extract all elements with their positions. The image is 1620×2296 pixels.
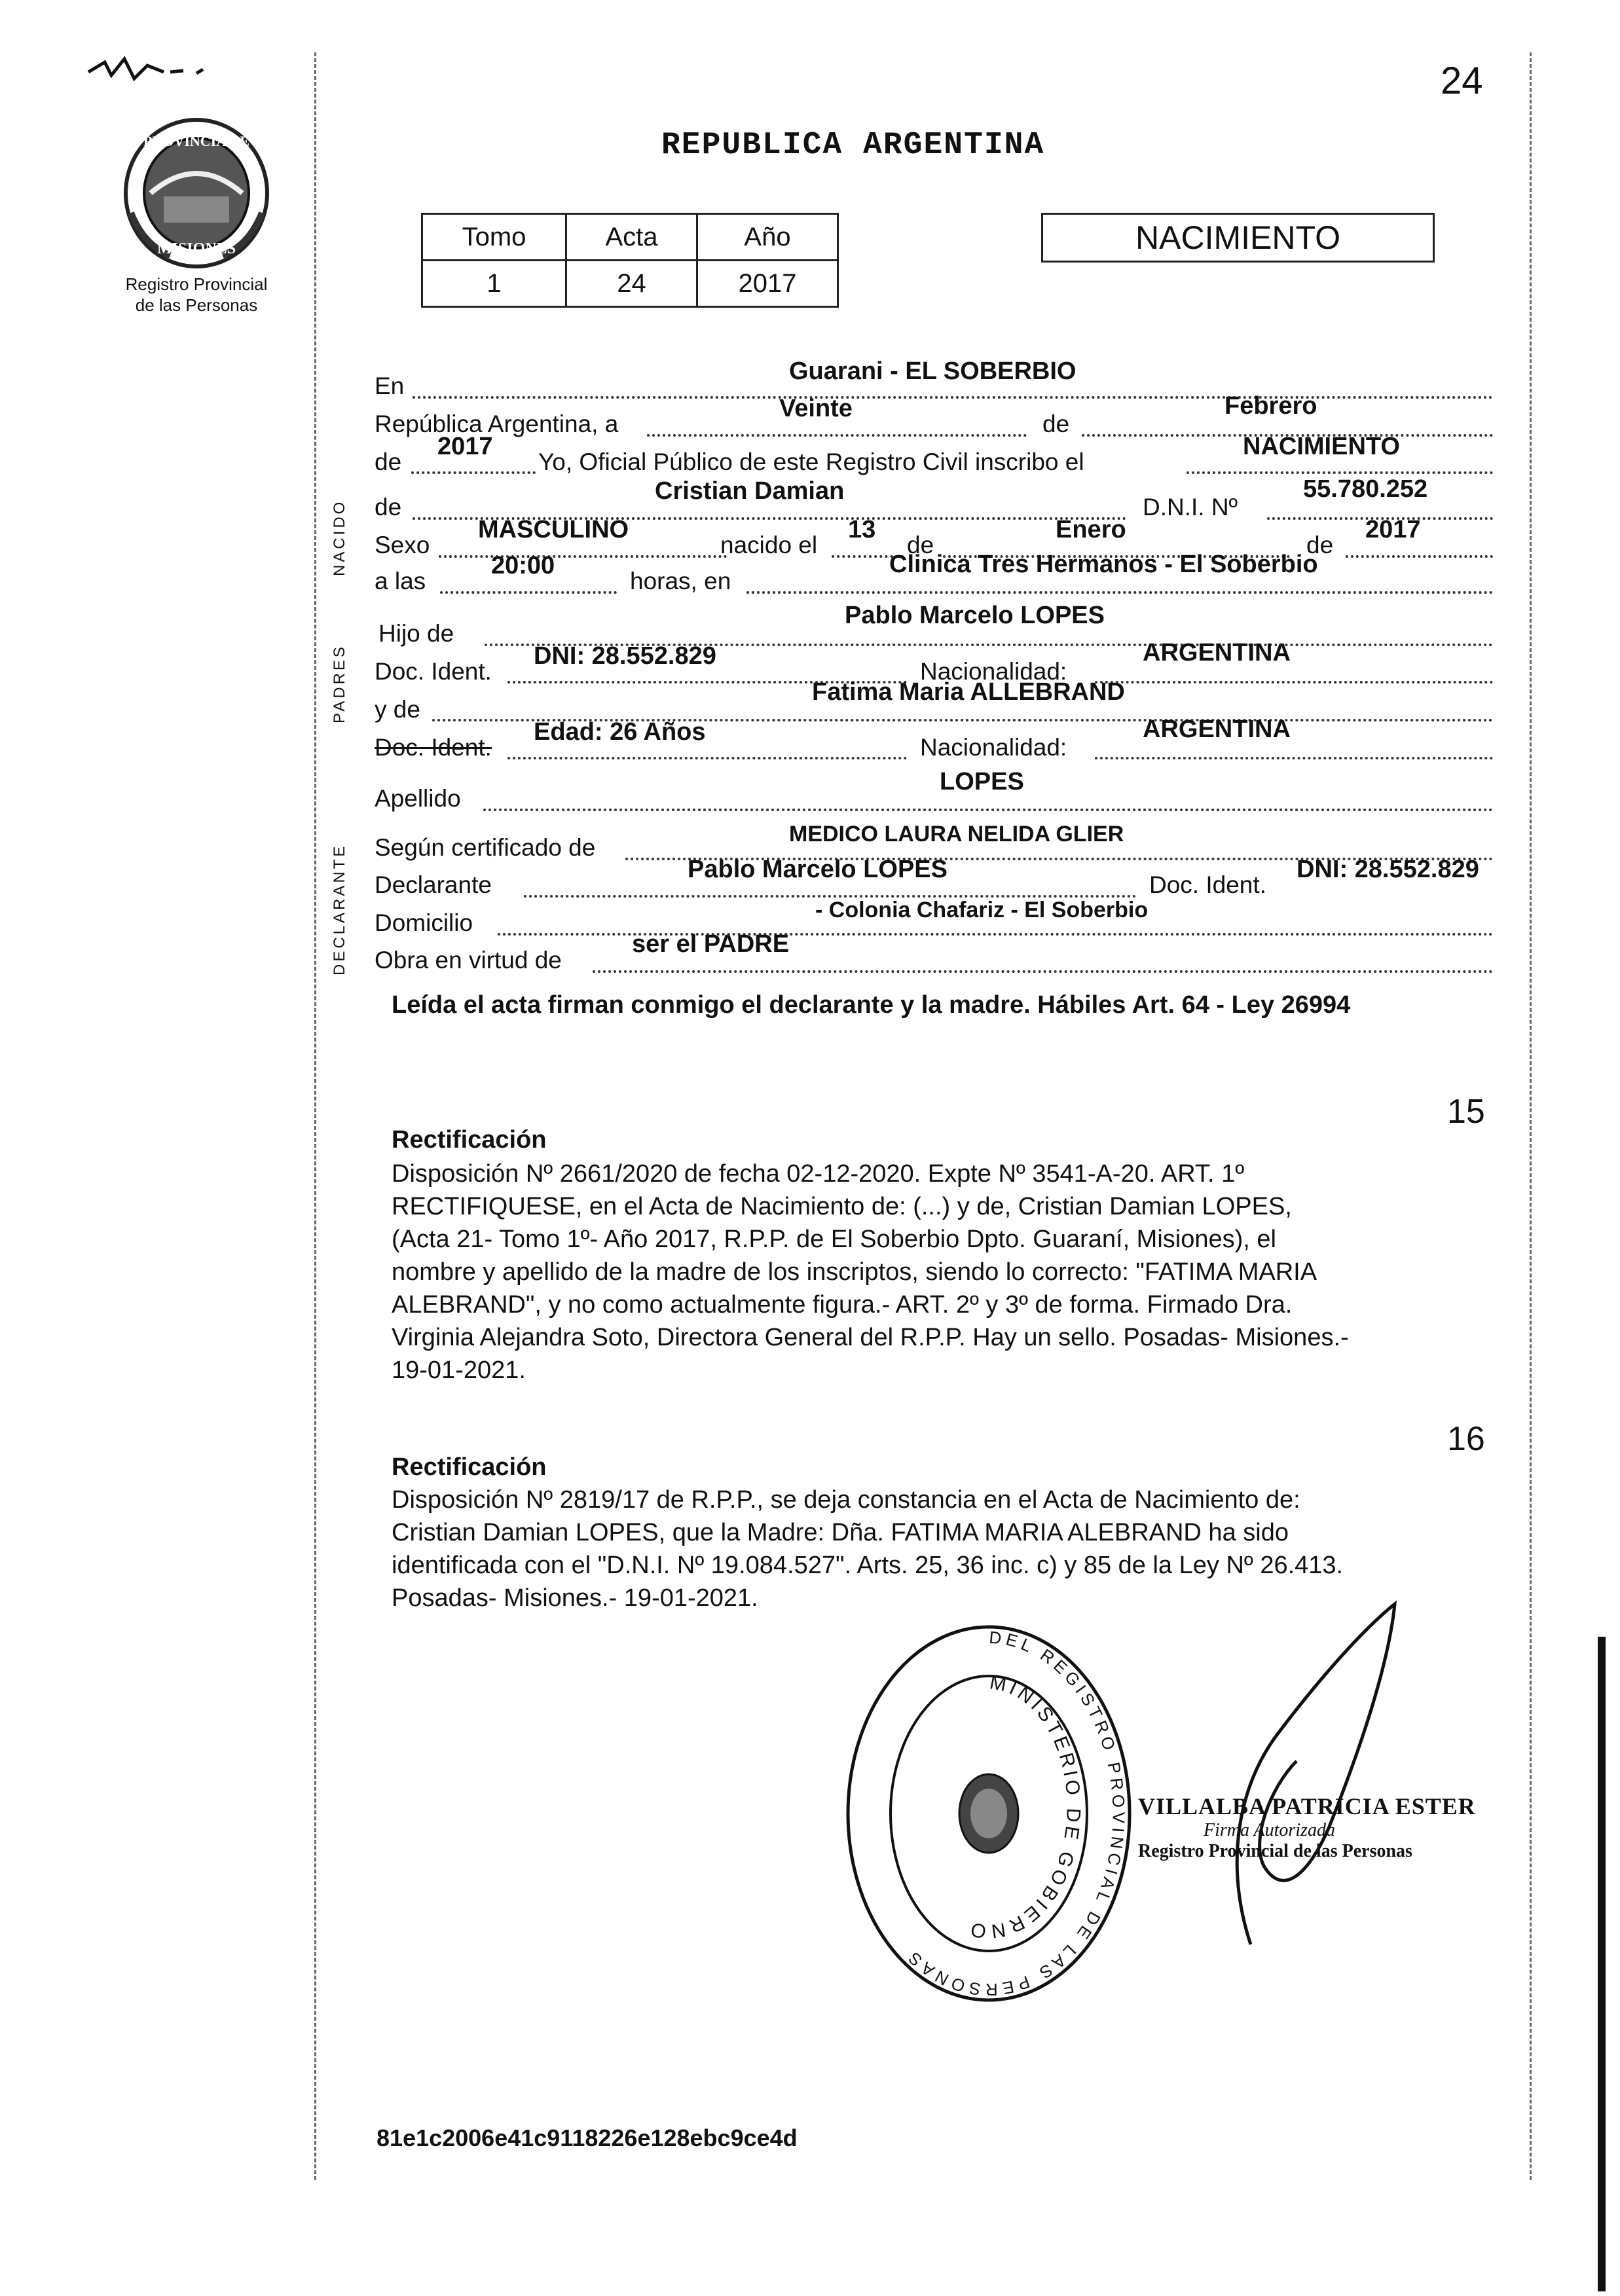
value-nac-mother: ARGENTINA bbox=[1143, 716, 1291, 743]
right-margin-line bbox=[1530, 52, 1532, 2180]
leader-act-type bbox=[1187, 471, 1493, 474]
section-label-nacido: NACIDO bbox=[331, 499, 348, 576]
label-domicilio: Domicilio bbox=[375, 909, 473, 936]
label-de1: de bbox=[1042, 410, 1070, 437]
header-tomo: Tomo bbox=[422, 214, 566, 261]
stamp-name: VILLALBA PATRICIA ESTER bbox=[1138, 1793, 1476, 1819]
record-table-values bbox=[422, 261, 838, 307]
value-birth-day: 13 bbox=[848, 516, 876, 543]
label-apellido: Apellido bbox=[375, 785, 461, 812]
label-doc-mother: Doc. Ident. bbox=[375, 734, 492, 761]
province-logo bbox=[118, 115, 275, 272]
page-title: REPUBLICA ARGENTINA bbox=[661, 128, 1045, 163]
value-month: Febrero bbox=[1224, 392, 1317, 420]
leader-nac-father bbox=[1095, 681, 1493, 683]
registry-name bbox=[85, 274, 308, 316]
page-number: 24 bbox=[1441, 60, 1483, 102]
registry-name-line1: Registro Provincial bbox=[125, 274, 268, 294]
value-ano: 2017 bbox=[697, 261, 838, 307]
value-obra: ser el PADRE bbox=[632, 930, 790, 958]
value-doc-mother: Edad: 26 Años bbox=[534, 718, 706, 746]
label-republica: República Argentina, a bbox=[375, 410, 619, 437]
leader-birth-year bbox=[1346, 555, 1493, 558]
annotation-16-heading: Rectificación bbox=[392, 1453, 547, 1481]
annotation-15-number: 15 bbox=[1447, 1093, 1485, 1131]
value-certificado: MEDICO LAURA NELIDA GLIER bbox=[789, 822, 1124, 847]
value-year: 2017 bbox=[437, 433, 493, 460]
logo-top-text: PROVINCIA DE bbox=[143, 133, 249, 149]
annotation-15-line: Virginia Alejandra Soto, Directora General del R.P.P. Hay un sello. Posadas- Misiones.- bbox=[392, 1324, 1349, 1351]
seal-outer-text: DEL REGISTRO PROVINCIAL DE LAS PERSONAS bbox=[901, 1627, 1129, 2000]
leader-doc-mother bbox=[507, 757, 907, 759]
value-time: 20:00 bbox=[491, 552, 555, 579]
annotation-15-line: ALEBRAND", y no como actualmente figura.- ART. 2º y 3º de forma. Firmado Dra. bbox=[392, 1291, 1293, 1319]
label-nac-father: Nacionalidad: bbox=[920, 658, 1067, 685]
label-de2: de bbox=[375, 448, 402, 475]
annotation-16-line: Cristian Damian LOPES, que la Madre: Dña. FATIMA MARIA ALEBRAND ha sido bbox=[392, 1519, 1289, 1546]
value-mother: Fatima Maria ALLEBRAND bbox=[812, 678, 1125, 706]
act-type-box: NACIMIENTO bbox=[1041, 213, 1435, 263]
stamp-office: Registro Provincial de las Personas bbox=[1138, 1841, 1412, 1861]
label-doc-father: Doc. Ident. bbox=[375, 658, 492, 685]
document-hash: 81e1c2006e41c9118226e128ebc9ce4d bbox=[377, 2124, 798, 2151]
label-sexo: Sexo bbox=[375, 532, 430, 558]
label-inscribe: Yo, Oficial Público de este Registro Civil inscribo el bbox=[538, 448, 1084, 475]
signature-stamp bbox=[1138, 1793, 1476, 1862]
annotation-15-line: nombre y apellido de la madre de los inscriptos, siendo lo correcto: "FATIMA MARIA bbox=[392, 1258, 1317, 1286]
label-nac-mother: Nacionalidad: bbox=[920, 734, 1067, 761]
value-act-type: NACIMIENTO bbox=[1243, 433, 1400, 460]
header-acta: Acta bbox=[566, 214, 697, 261]
annotation-16-line: Disposición Nº 2819/17 de R.P.P., se deja constancia en el Acta de Nacimiento de: bbox=[392, 1486, 1300, 1514]
header-ano: Año bbox=[697, 214, 838, 261]
label-de5: de bbox=[1306, 532, 1334, 558]
label-doc-declarante: Doc. Ident. bbox=[1149, 871, 1266, 898]
label-en: En bbox=[375, 373, 405, 399]
label-dni: D.N.I. Nº bbox=[1143, 494, 1238, 520]
label-de4: de bbox=[907, 532, 934, 558]
annotation-16-number: 16 bbox=[1447, 1420, 1485, 1458]
value-en: Guarani - EL SOBERBIO bbox=[789, 357, 1077, 385]
value-domicilio: - Colonia Chafariz - El Soberbio bbox=[815, 898, 1149, 922]
value-father: Pablo Marcelo LOPES bbox=[845, 602, 1105, 629]
section-label-declarante: DECLARANTE bbox=[331, 843, 348, 975]
value-doc-declarante: DNI: 28.552.829 bbox=[1297, 856, 1479, 883]
stamp-role: Firma Autorizada bbox=[1204, 1820, 1335, 1840]
value-declarante: Pablo Marcelo LOPES bbox=[688, 856, 948, 883]
label-alas: a las bbox=[375, 568, 426, 594]
value-birth-month: Enero bbox=[1056, 516, 1126, 543]
annotation-16-line: Posadas- Misiones.- 19-01-2021. bbox=[392, 1584, 758, 1612]
label-hijo: Hijo de bbox=[378, 620, 454, 647]
value-place: Clinica Tres Hermanos - El Soberbio bbox=[889, 551, 1318, 578]
leader-day bbox=[647, 434, 1027, 437]
value-dni: 55.780.252 bbox=[1303, 475, 1428, 503]
logo-bottom-text: MISIONES bbox=[156, 240, 236, 257]
leader-year bbox=[411, 471, 536, 474]
signature-scribble bbox=[1198, 1591, 1414, 1958]
label-de3: de bbox=[375, 494, 402, 520]
value-nac-father: ARGENTINA bbox=[1143, 639, 1291, 666]
leader-en bbox=[413, 396, 1493, 399]
annotation-15-line: (Acta 21- Tomo 1º- Año 2017, R.P.P. de El Soberbio Dpto. Guaraní, Misiones), el bbox=[392, 1226, 1276, 1253]
leader-surname bbox=[483, 809, 1493, 811]
label-yde: y de bbox=[375, 696, 420, 723]
registry-seal bbox=[838, 1617, 1139, 2010]
label-declarante: Declarante bbox=[375, 871, 492, 898]
record-table-header bbox=[422, 214, 838, 261]
label-certificado: Según certificado de bbox=[375, 834, 596, 861]
label-nacido: nacido el bbox=[720, 532, 818, 558]
annotation-15-line: Disposición Nº 2661/2020 de fecha 02-12-2020. Expte Nº 3541-A-20. ART. 1º bbox=[392, 1160, 1245, 1188]
value-doc-father: DNI: 28.552.829 bbox=[534, 642, 716, 670]
annotation-15-body bbox=[392, 1157, 1492, 1387]
leader-nac-mother bbox=[1095, 757, 1493, 759]
label-horas: horas, en bbox=[630, 568, 731, 594]
left-margin-line bbox=[314, 52, 316, 2180]
record-table bbox=[421, 213, 839, 308]
leader-sexo bbox=[439, 555, 727, 558]
leader-time bbox=[440, 591, 617, 594]
registry-name-line2: de las Personas bbox=[135, 295, 258, 315]
label-obra: Obra en virtud de bbox=[375, 947, 562, 974]
value-tomo: 1 bbox=[422, 261, 566, 307]
value-day: Veinte bbox=[779, 395, 853, 422]
value-name: Cristian Damian bbox=[655, 477, 845, 505]
value-sexo: MASCULINO bbox=[478, 516, 629, 543]
leader-place bbox=[746, 591, 1493, 594]
section-label-padres: PADRES bbox=[331, 644, 348, 723]
closing-note: Leída el acta firman conmigo el declarante y la madre. Hábiles Art. 64 - Ley 26994 bbox=[392, 991, 1351, 1019]
annotation-15-line: 19-01-2021. bbox=[392, 1357, 526, 1384]
value-surname: LOPES bbox=[940, 768, 1024, 795]
leader-obra bbox=[593, 970, 1493, 973]
right-edge-bar bbox=[1598, 1637, 1606, 2291]
value-birth-year: 2017 bbox=[1365, 516, 1421, 543]
seal-inner-text: MINISTERIO DE GOBIERNO bbox=[965, 1671, 1084, 1942]
annotation-15-line: RECTIFIQUESE, en el Acta de Nacimiento de: (...) y de, Cristian Damian LOPES, bbox=[392, 1193, 1292, 1220]
corner-mark-icon bbox=[85, 52, 216, 92]
annotation-15-heading: Rectificación bbox=[392, 1126, 547, 1154]
annotation-16-line: identificada con el "D.N.I. Nº 19.084.527". Arts. 25, 36 inc. c) y 85 de la Ley Nº 26.413. bbox=[392, 1552, 1344, 1579]
value-acta: 24 bbox=[566, 261, 697, 307]
